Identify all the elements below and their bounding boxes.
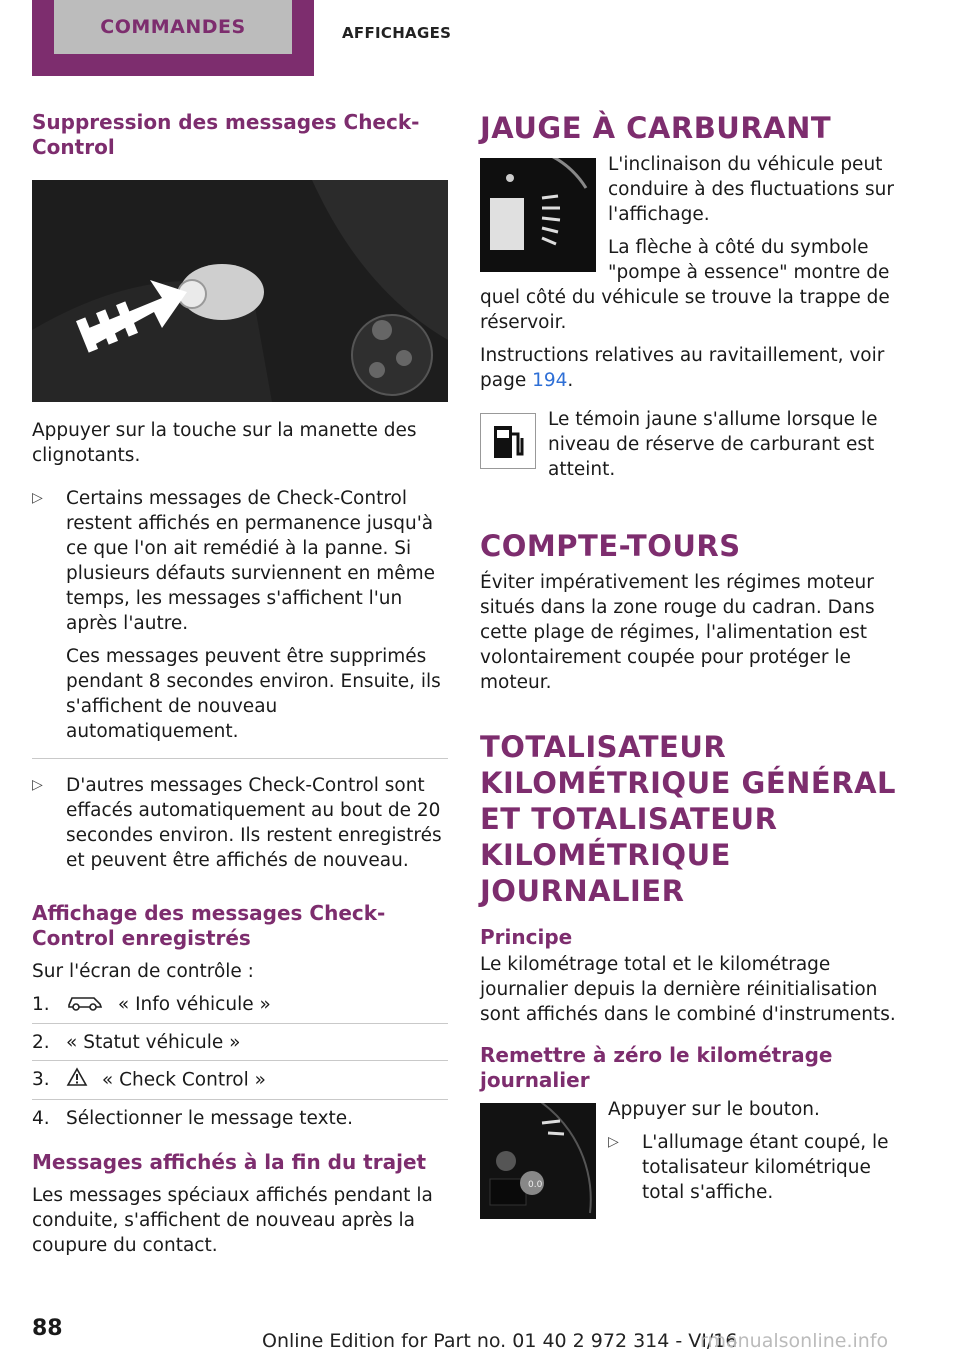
section-text: Les messages spéciaux affichés pendant la conduite, s'affichent de nouveau après la coupure du contact. [32,1184,433,1256]
step-number: 4. [32,1107,50,1129]
tab-commandes-label: COMMANDES [54,0,292,54]
page-number: 88 [32,1316,63,1341]
fuel-warning-text: Le témoin jaune s'allume lorsque le niveau de réserve de carburant est atteint. [548,409,878,480]
section-title-totalisateur: TOTALISATEUR KILOMÉTRIQUE GÉNÉRAL ET TOTALISATEUR KILOMÉTRIQUE JOURNALIER [480,730,896,908]
steps-list [32,992,448,1136]
fuel-pump-icon [480,413,536,469]
step-text: « Check Control » [101,1069,266,1090]
left-column [32,110,448,1266]
divider [32,758,448,759]
section-title-jauge: JAUGE À CARBURANT [480,111,832,145]
step-number: 3. [32,1068,50,1090]
principe-text: Le kilométrage total et le kilométrage journalier depuis la dernière réinitialisation sont affichés dans le combiné d'instruments. [480,954,896,1025]
photo-caption: Appuyer sur la touche sur la manette des clignotants. [32,420,417,466]
turn-signal-lever-photo [32,180,448,402]
edition-line: Online Edition for Part no. 01 40 2 972 314 - VI/16 [262,1330,738,1352]
step-text: Sélectionner le message texte. [66,1107,354,1129]
section-title-remettre: Remettre à zéro le kilométrage journalier [480,1043,833,1092]
section-title-suppression: Suppression des messages Check-Control [32,110,420,159]
bullet-triangle-icon: ▷ [32,777,43,793]
svg-text:0.0: 0.0 [528,1180,543,1190]
section-title-principe: Principe [480,925,573,949]
tab-commandes[interactable] [32,0,314,76]
tab-affichages[interactable]: AFFICHAGES [342,24,452,42]
bullet-triangle-icon: ▷ [608,1134,619,1150]
list-item [32,992,448,1024]
bullet-text: D'autres messages Check-Control sont effacés automatiquement au bout de 20 secondes environ. Ils restent enregistrés et peuvent être affichés de nouveau. [66,775,442,871]
bullet-triangle-icon: ▷ [32,490,43,506]
page-link[interactable]: 194 [532,370,568,391]
section-title-affichage: Affichage des messages Check-Control enregistrés [32,901,386,950]
rev-text: Éviter impérativement les régimes moteur situés dans la zone rouge du cadran. Dans cette plage de régimes, l'alimentation est volontairement coupée pour protéger le moteur. [480,572,875,693]
bullet-text: Certains messages de Check-Control restent affichés en permanence jusqu'à ce que l'on ait remédié à la panne. Si plusieurs défauts surviennent en même temps, les messages s'affichent l'un après l'autre. [66,488,436,634]
bullet-text: L'allumage étant coupé, le totalisateur kilométrique total s'affiche. [642,1132,889,1203]
fuel-paragraph-2: La flèche à côté du symbole "pompe à essence" montre de quel côté du véhicule se trouve la trappe de réservoir. [480,237,890,333]
step-number: 1. [32,994,50,1015]
watermark: rmanualsonline.info [700,1330,889,1352]
step-text: « Info véhicule » [117,994,271,1015]
header-tabs [32,0,492,76]
fuel-gauge-photo [480,158,596,272]
fuel-paragraph-1: L'inclinaison du véhicule peut conduire à des fluctuations sur l'affichage. [608,154,894,225]
warning-triangle-icon [66,1067,88,1094]
list-item [32,1030,448,1061]
list-item [32,773,448,887]
step-text: « Statut véhicule » [66,1031,241,1053]
section-title-compte-tours: COMPTE-TOURS [480,529,741,563]
suppression-bullets [32,486,448,887]
bullet-extra-text: Ces messages peuvent être supprimés pendant 8 secondes environ. Ensuite, ils s'affichent de nouveau automatiquement. [66,646,441,742]
step-number: 2. [32,1031,50,1053]
trip-reset-photo [480,1103,596,1219]
car-icon [66,993,104,1018]
list-item [32,486,448,773]
list-item [32,1106,448,1136]
reset-text: Appuyer sur le bouton. [608,1099,820,1120]
fuel-paragraph-3: Instructions relatives au ravitaillement, voir page 194. [480,345,885,391]
reset-bullet [608,1130,905,1205]
fuel-warning-block [480,407,905,490]
right-column [480,110,905,1223]
section-title-messages-fin: Messages affichés à la fin du trajet [32,1149,427,1174]
list-item [32,1067,448,1100]
section-intro: Sur l'écran de contrôle : [32,961,254,982]
